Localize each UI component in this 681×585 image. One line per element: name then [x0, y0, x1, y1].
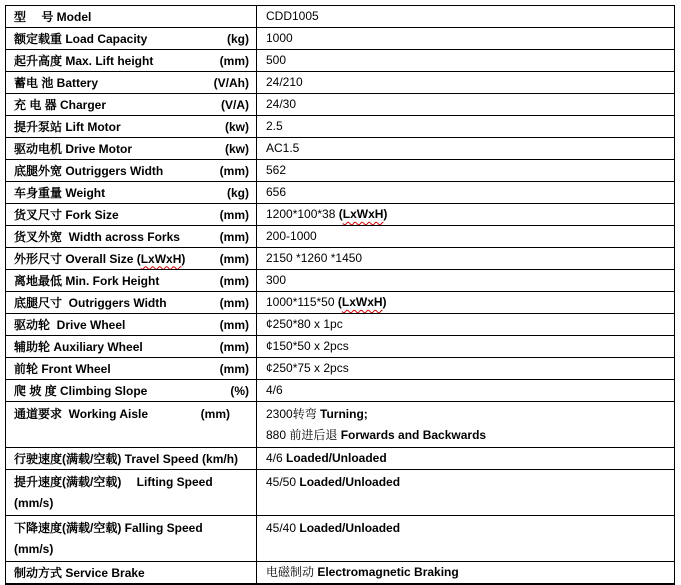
table-row	[6, 270, 675, 292]
spec-label-cell	[6, 28, 257, 50]
text-segment: 500	[266, 53, 287, 67]
text-segment: 驱动电机 Drive Motor	[14, 141, 133, 156]
text-segment: Turning;	[320, 407, 368, 421]
spec-value-cell	[257, 6, 675, 28]
text-segment: 辅助轮 Auxiliary Wheel	[14, 339, 143, 354]
spec-unit-second-line: (mm/s)	[14, 542, 54, 556]
spec-label-cell	[6, 358, 257, 380]
spec-label	[14, 95, 106, 115]
text-segment: 1000	[266, 31, 293, 45]
spec-value	[257, 292, 674, 313]
text-segment: 下降速度(满载/空载) Falling Speed	[14, 521, 203, 535]
text-segment: 蓄电 池 Battery	[14, 75, 99, 90]
spec-unit: (V/Ah)	[213, 75, 249, 90]
spec-value-cell	[257, 314, 675, 336]
text-segment: 起升高度 Max. Lift height	[14, 53, 154, 68]
table-row	[6, 380, 675, 402]
text-segment: (	[337, 295, 342, 309]
spec-value	[257, 518, 674, 539]
text-segment: 外形尺寸 Overall Size (	[14, 251, 141, 266]
text-segment: 1000*115*50	[266, 295, 338, 309]
spec-label-cell	[6, 50, 257, 72]
spec-label-line	[6, 472, 256, 492]
text-segment: 电磁制动	[266, 565, 318, 579]
spec-label-line	[6, 518, 256, 538]
table-row	[6, 138, 675, 160]
text-segment: Loaded/Unloaded	[299, 521, 401, 535]
text-segment: AC1.5	[266, 141, 300, 155]
spec-label-cell	[6, 138, 257, 160]
spec-value-cell	[257, 248, 675, 270]
spec-value	[257, 50, 674, 71]
spec-value-cell	[257, 270, 675, 292]
spec-label	[14, 472, 213, 492]
text-segment: 底腿外宽 Outriggers Width	[14, 163, 164, 178]
text-segment: CDD1005	[266, 9, 319, 23]
spec-label	[14, 404, 148, 424]
spec-value	[257, 380, 674, 401]
spec-value-cell	[257, 292, 675, 314]
spec-table-body	[6, 6, 675, 585]
spec-label-line	[6, 73, 256, 93]
spec-unit: (mm)	[219, 317, 249, 332]
spec-value	[257, 226, 674, 247]
spec-value-cell	[257, 204, 675, 226]
spec-table	[5, 5, 675, 585]
text-segment: Loaded/Unloaded	[299, 475, 401, 489]
spec-value-cell	[257, 448, 675, 470]
text-segment: 4/6	[266, 383, 283, 397]
table-row	[6, 336, 675, 358]
text-segment: 562	[266, 163, 287, 177]
spec-unit: (mm)	[219, 207, 249, 222]
spec-value-cell	[257, 516, 675, 562]
spec-unit: (mm)	[219, 361, 249, 376]
spec-unit: (kw)	[225, 119, 249, 134]
spec-label-line	[6, 249, 256, 269]
spec-label-cell	[6, 248, 257, 270]
spec-label-cell	[6, 72, 257, 94]
table-row	[6, 204, 675, 226]
text-segment: )	[181, 251, 186, 266]
text-segment-spellcheck: LxWxH	[342, 207, 384, 221]
spec-unit: (mm)	[219, 229, 249, 244]
spec-label-line	[6, 205, 256, 225]
spec-label	[14, 161, 163, 181]
table-row	[6, 50, 675, 72]
text-segment: 离地最低 Min. Fork Height	[14, 273, 160, 288]
text-segment: ¢250*80 x 1pc	[266, 317, 343, 331]
text-segment: 24/30	[266, 97, 297, 111]
table-row	[6, 28, 675, 50]
table-row	[6, 6, 675, 28]
spec-label-line	[6, 29, 256, 49]
spec-label	[14, 359, 111, 379]
spec-value-cell	[257, 94, 675, 116]
spec-value	[257, 448, 674, 469]
spec-unit: (mm)	[219, 251, 249, 266]
spec-value-cell	[257, 470, 675, 516]
spec-label	[14, 73, 98, 93]
spec-unit: (kg)	[227, 31, 249, 46]
spec-label	[14, 518, 203, 538]
text-segment: 880 前进后退	[266, 428, 341, 442]
spec-label-cell	[6, 336, 257, 358]
spec-value-cell	[257, 72, 675, 94]
text-segment: 货叉尺寸 Fork Size	[14, 207, 119, 222]
spec-label	[14, 293, 167, 313]
text-segment: 行驶速度(满载/空载) Travel Speed (km/h)	[14, 451, 239, 466]
spec-label	[14, 271, 159, 291]
spec-label-line	[6, 381, 256, 401]
spec-value	[257, 358, 674, 379]
spec-label	[14, 315, 125, 335]
spec-label-cell	[6, 160, 257, 182]
spec-unit: (%)	[230, 383, 249, 398]
text-segment-spellcheck: LxWxH	[341, 295, 383, 309]
spec-label-line	[6, 337, 256, 357]
spec-label-line	[6, 404, 256, 424]
table-row	[6, 516, 675, 562]
spec-label	[14, 249, 185, 269]
spec-unit: (kg)	[227, 185, 249, 200]
spec-label-line	[6, 359, 256, 379]
spec-label	[14, 381, 147, 401]
spec-value-cell	[257, 402, 675, 448]
table-row	[6, 470, 675, 516]
spec-value	[257, 160, 674, 181]
spec-unit: (mm)	[219, 273, 249, 288]
table-row	[6, 448, 675, 470]
text-segment: ¢250*75 x 2pcs	[266, 361, 349, 375]
spec-value-cell	[257, 336, 675, 358]
spec-value	[257, 138, 674, 159]
text-segment: 货叉外宽 Width across Forks	[14, 229, 180, 244]
spec-label	[14, 337, 143, 357]
spec-value	[257, 425, 674, 446]
spec-value-cell	[257, 380, 675, 402]
spec-label-line	[6, 271, 256, 291]
spec-label	[14, 449, 238, 469]
spec-value	[257, 336, 674, 357]
spec-value	[257, 270, 674, 291]
spec-label-line	[6, 563, 256, 583]
text-segment: 24/210	[266, 75, 303, 89]
spec-unit: (mm)	[219, 53, 249, 68]
spec-value-cell	[257, 358, 675, 380]
spec-value-cell	[257, 160, 675, 182]
text-segment: 45/50	[266, 475, 300, 489]
spec-label	[14, 117, 121, 137]
table-row	[6, 248, 675, 270]
spec-label-cell	[6, 94, 257, 116]
text-segment: 通道要求 Working Aisle	[14, 407, 149, 421]
spec-label-cell	[6, 6, 257, 28]
text-segment: Loaded/Unloaded	[286, 451, 387, 465]
spec-value	[257, 248, 674, 269]
spec-label-cell	[6, 204, 257, 226]
spec-value	[257, 204, 674, 225]
table-row	[6, 72, 675, 94]
spec-label-cell	[6, 270, 257, 292]
text-segment: ¢150*50 x 2pcs	[266, 339, 349, 353]
text-segment: 2150 *1260 *1450	[266, 251, 363, 265]
spec-label-cell	[6, 292, 257, 314]
text-segment: )	[383, 207, 388, 221]
spec-value-cell	[257, 28, 675, 50]
spec-unit: (V/A)	[221, 97, 249, 112]
table-row	[6, 182, 675, 204]
table-row	[6, 94, 675, 116]
spec-label-line	[6, 183, 256, 203]
spec-label-line	[6, 315, 256, 335]
spec-label-cell	[6, 226, 257, 248]
spec-value	[257, 182, 674, 203]
spec-value	[257, 404, 674, 425]
spec-label-cell	[6, 182, 257, 204]
text-segment: 300	[266, 273, 287, 287]
spec-label-line	[6, 7, 256, 27]
spec-label-cell	[6, 516, 257, 562]
text-segment: 前轮 Front Wheel	[14, 361, 111, 376]
spec-value	[257, 562, 674, 583]
spec-label	[14, 563, 145, 583]
spec-label-line	[6, 161, 256, 181]
spec-value	[257, 94, 674, 115]
text-segment: 车身重量 Weight	[14, 185, 106, 200]
text-segment: 驱动轮 Drive Wheel	[14, 317, 126, 332]
spec-value	[257, 314, 674, 335]
table-row	[6, 402, 675, 448]
text-segment: 型 号 Model	[14, 9, 92, 24]
spec-label-cell	[6, 116, 257, 138]
text-segment: 额定载重 Load Capacity	[14, 31, 148, 46]
spec-value-cell	[257, 50, 675, 72]
spec-label	[14, 139, 132, 159]
spec-label	[14, 227, 180, 247]
table-row	[6, 314, 675, 336]
spec-unit: (kw)	[225, 141, 249, 156]
spec-label	[14, 183, 105, 203]
text-segment: 656	[266, 185, 287, 199]
spec-value	[257, 6, 674, 27]
table-row	[6, 292, 675, 314]
text-segment: 爬 坡 度 Climbing Slope	[14, 383, 148, 398]
spec-value-cell	[257, 182, 675, 204]
text-segment: 1200*100*38	[266, 207, 339, 221]
spec-label-line	[6, 95, 256, 115]
spec-value-cell	[257, 138, 675, 160]
text-segment: 45/40	[266, 521, 300, 535]
spec-label-line	[6, 449, 256, 469]
spec-unit: (mm)	[219, 163, 249, 178]
text-segment: 2300转弯	[266, 407, 321, 421]
spec-value	[257, 72, 674, 93]
spec-unit-second-line: (mm/s)	[14, 496, 54, 510]
spec-value-cell	[257, 226, 675, 248]
spec-label	[14, 205, 119, 225]
spec-label-cell	[6, 448, 257, 470]
spec-unit: (mm)	[219, 339, 249, 354]
spec-value	[257, 116, 674, 137]
spec-label-line	[6, 227, 256, 247]
text-segment: (	[338, 207, 343, 221]
text-segment: 底腿尺寸 Outriggers Width	[14, 295, 167, 310]
spec-value	[257, 472, 674, 493]
spec-label-cell	[6, 314, 257, 336]
spec-label-line	[6, 117, 256, 137]
spec-unit: (mm)	[200, 407, 230, 421]
spec-value	[257, 28, 674, 49]
text-segment: 2.5	[266, 119, 283, 133]
spec-label	[14, 51, 153, 71]
text-segment: 制动方式 Service Brake	[14, 565, 145, 580]
text-segment: 200-1000	[266, 229, 317, 243]
text-segment: Forwards and Backwards	[340, 428, 487, 442]
spec-unit: (mm)	[219, 295, 249, 310]
text-segment-spellcheck: LxWxH	[140, 251, 182, 266]
text-segment: 充 电 器 Charger	[14, 97, 107, 112]
spec-label-cell	[6, 402, 257, 448]
text-segment: 4/6	[266, 451, 287, 465]
spec-label	[14, 7, 91, 27]
text-segment: )	[382, 295, 387, 309]
table-row	[6, 226, 675, 248]
text-segment: Electromagnetic Braking	[317, 565, 459, 579]
spec-label-line	[6, 51, 256, 71]
spec-label	[14, 29, 147, 49]
table-row	[6, 358, 675, 380]
spec-value-cell	[257, 116, 675, 138]
table-row	[6, 116, 675, 138]
spec-label-line	[6, 139, 256, 159]
spec-label-cell	[6, 380, 257, 402]
spec-label-line	[6, 293, 256, 313]
table-row	[6, 160, 675, 182]
text-segment: 提升速度(满载/空载) Lifting Speed	[14, 475, 213, 489]
spec-label-cell	[6, 470, 257, 516]
text-segment: 提升泵站 Lift Motor	[14, 119, 121, 134]
